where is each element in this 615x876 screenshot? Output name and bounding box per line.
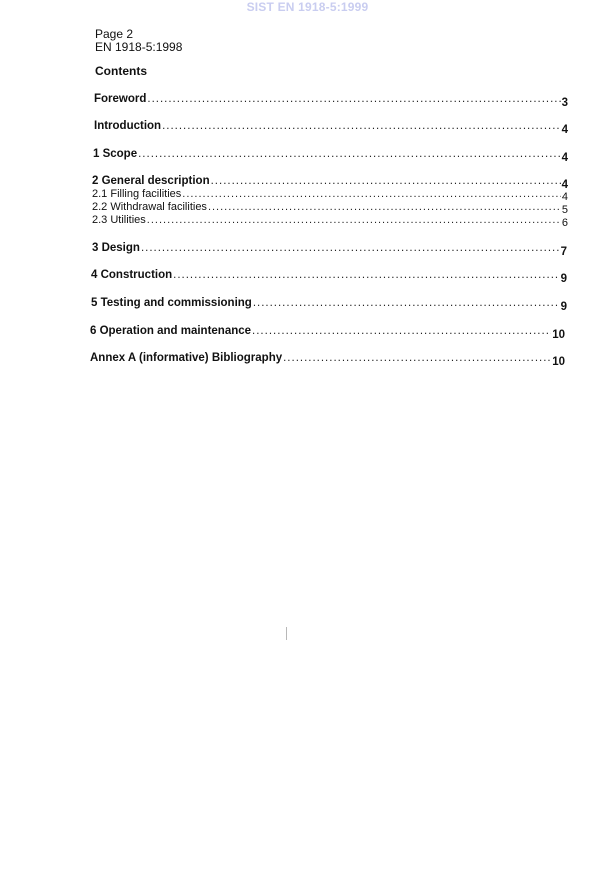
toc-label: Foreword bbox=[94, 93, 147, 105]
toc-label: Introduction bbox=[94, 120, 162, 132]
toc-label: 1 Scope bbox=[93, 148, 138, 160]
toc-label: 5 Testing and commissioning bbox=[91, 297, 252, 309]
toc-page: 5 bbox=[561, 204, 568, 216]
toc-label: 2.1 Filling facilities bbox=[92, 188, 182, 200]
toc-page: 4 bbox=[561, 124, 568, 136]
toc-label: 2.2 Withdrawal facilities bbox=[92, 201, 207, 213]
toc-label: 4 Construction bbox=[91, 269, 173, 281]
toc-label: 6 Operation and maintenance bbox=[90, 325, 252, 337]
toc-label: 3 Design bbox=[92, 242, 140, 254]
toc-entry-design[interactable] bbox=[92, 242, 567, 258]
toc-page: 9 bbox=[560, 273, 567, 285]
watermark: SIST EN 1918-5:1999 bbox=[246, 0, 369, 14]
toc-entry-operation-maintenance[interactable] bbox=[90, 325, 565, 341]
toc-entry-annex-a-bibliography[interactable] bbox=[90, 352, 565, 368]
standard-reference: EN 1918-5:1998 bbox=[95, 40, 183, 54]
toc-page: 10 bbox=[552, 356, 565, 368]
toc-entry-introduction[interactable] bbox=[94, 120, 568, 136]
toc-entry-general-description[interactable] bbox=[92, 175, 568, 191]
toc-leader bbox=[208, 201, 561, 214]
toc-label: 2 General description bbox=[92, 175, 210, 187]
toc-entry-testing-commissioning[interactable] bbox=[91, 297, 567, 313]
scan-mark bbox=[286, 627, 287, 640]
toc-page: 4 bbox=[561, 179, 568, 191]
toc-leader bbox=[162, 120, 561, 133]
toc-label: Annex A (informative) Bibliography bbox=[90, 352, 283, 364]
page-number: Page 2 bbox=[95, 27, 134, 41]
toc-leader bbox=[283, 352, 551, 365]
toc-page: 7 bbox=[560, 246, 567, 258]
toc-leader bbox=[173, 269, 559, 282]
toc-leader bbox=[211, 175, 561, 188]
toc-leader bbox=[147, 93, 560, 106]
toc-page: 4 bbox=[561, 191, 568, 203]
toc-entry-filling-facilities[interactable] bbox=[92, 188, 568, 201]
toc-page: 4 bbox=[561, 152, 568, 164]
toc-leader bbox=[252, 325, 551, 338]
toc-page: 10 bbox=[552, 329, 565, 341]
toc-entry-withdrawal-facilities[interactable] bbox=[92, 201, 568, 214]
toc-entry-construction[interactable] bbox=[91, 269, 567, 285]
toc-page: 9 bbox=[560, 301, 567, 313]
toc-page: 6 bbox=[561, 217, 568, 229]
toc-entry-scope[interactable] bbox=[93, 148, 568, 164]
toc-leader bbox=[147, 214, 561, 227]
toc-leader bbox=[141, 242, 560, 255]
toc-leader bbox=[138, 148, 560, 161]
toc-page: 3 bbox=[561, 97, 568, 109]
toc-leader bbox=[253, 297, 560, 310]
toc-entry-utilities[interactable] bbox=[92, 214, 568, 227]
contents-title: Contents bbox=[95, 64, 147, 78]
toc-entry-foreword[interactable] bbox=[94, 93, 568, 109]
toc-label: 2.3 Utilities bbox=[92, 214, 146, 226]
toc-leader bbox=[182, 188, 561, 201]
